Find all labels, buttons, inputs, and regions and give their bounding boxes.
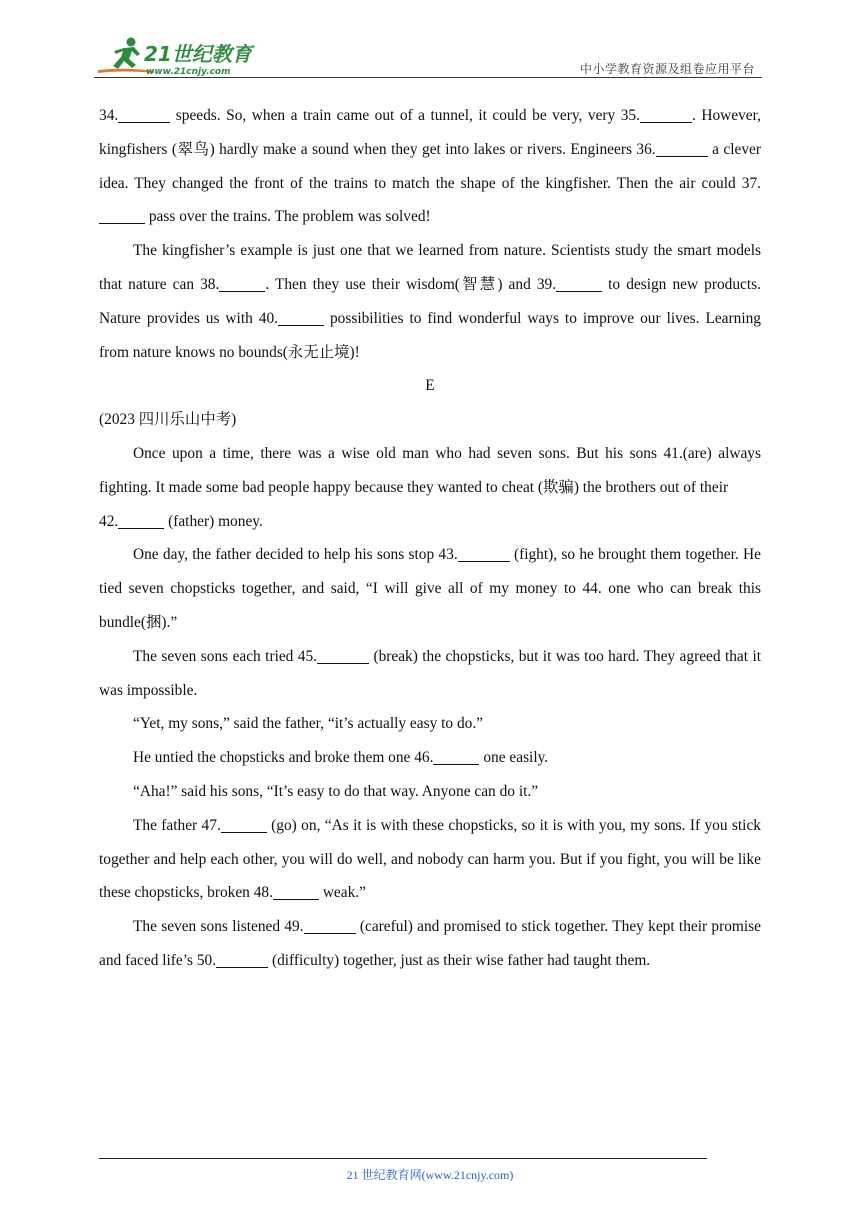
header-platform-text: 中小学教育资源及组卷应用平台 <box>579 62 755 76</box>
source-line: (2023 四川乐山中考) <box>99 411 237 429</box>
blank-40[interactable] <box>278 309 324 325</box>
blank-36[interactable] <box>656 140 708 156</box>
blank-38[interactable] <box>219 276 265 292</box>
paragraph-4: 42. (father) money. <box>99 512 263 530</box>
paragraph-11: The seven sons listened 49. (careful) and promised to stick together. They kept their promise and faced life’s 50. (difficulty) together, just as their wise father had taught them. <box>99 918 761 969</box>
header-divider <box>94 77 762 78</box>
blank-49[interactable] <box>304 918 356 934</box>
footer-divider <box>99 1158 707 1159</box>
passage-body <box>99 99 761 978</box>
paragraph-8: He untied the chopsticks and broke them one 46. one easily. <box>133 749 549 767</box>
footer-text[interactable]: 21 世纪教育网(www.21cnjy.com) <box>346 1168 514 1182</box>
blank-35[interactable] <box>640 107 692 123</box>
paragraph-3: Once upon a time, there was a wise old man who had seven sons. But his sons 41.(are) always fighting. It made some bad people happy because they wanted to cheat (欺骗) the brothers out of their <box>99 444 761 496</box>
paragraph-2: The kingfisher’s example is just one that we learned from nature. Scientists study the smart models that nature can 38. . Then they use their wisdom(智慧) and 39. to design new products. Nature provides us with 40. possibilities to find wonderful ways to improve our lives. Learning from nature knows no bounds(永无止境)! <box>99 242 762 361</box>
paragraph-7: “Yet, my sons,” said the father, “it’s actually easy to do.” <box>133 715 484 733</box>
blank-34[interactable] <box>118 107 170 123</box>
site-logo <box>94 34 264 78</box>
blank-46[interactable] <box>433 749 479 765</box>
section-heading: E <box>425 377 435 395</box>
paragraph-9: “Aha!” said his sons, “It’s easy to do that way. Anyone can do it.” <box>133 782 539 800</box>
blank-37[interactable] <box>99 208 145 224</box>
blank-45[interactable] <box>317 647 369 663</box>
blank-43[interactable] <box>458 546 510 562</box>
paragraph-6: The seven sons each tried 45. (break) the chopsticks, but it was too hard. They agreed that it was impossible. <box>99 647 761 699</box>
blank-47[interactable] <box>221 816 267 832</box>
blank-50[interactable] <box>216 952 268 968</box>
paragraph-10: The father 47. (go) on, “As it is with these chopsticks, so it is with you, my sons. If you stick together and help each other, you will do well, and nobody can harm you. But if you fight, you will be like these chopsticks, broken 48. weak.” <box>99 816 761 902</box>
logo-url-text: www.21cnjy.com <box>146 67 231 77</box>
blank-42[interactable] <box>118 512 164 528</box>
blank-39[interactable] <box>556 276 602 292</box>
paragraph-1: 34. speeds. So, when a train came out of a tunnel, it could be very, very 35. . However, kingfishers (翠鸟) hardly make a sound when they get into lakes or rivers. Engineers 36. a clever idea. They changed the front of the trains to match the shape of the kingfisher. Then the air could 37. pass over the trains. The problem was solved! <box>99 107 761 226</box>
blank-48[interactable] <box>273 884 319 900</box>
logo-main-text: 21世纪教育 <box>144 42 252 66</box>
paragraph-5: One day, the father decided to help his sons stop 43. (fight), so he brought them together. He tied seven chopsticks together, and said, “I will give all of my money to 44. one who can break this bundle(捆).” <box>99 546 761 631</box>
